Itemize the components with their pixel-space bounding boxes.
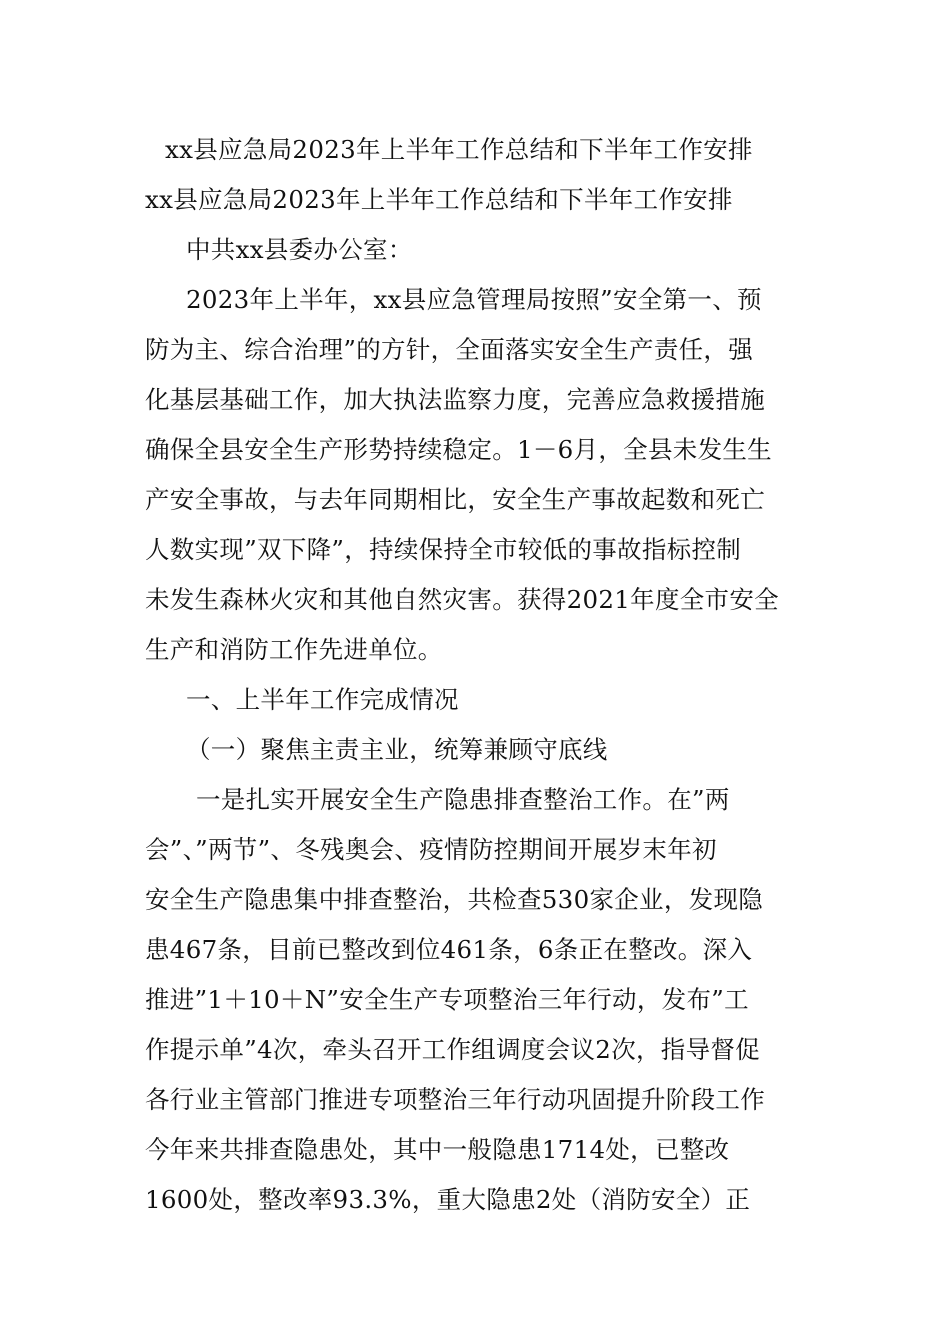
subsection-heading: （一）聚焦主责主业，统筹兼顾守底线 <box>186 735 608 764</box>
section-heading: 一、上半年工作完成情况 <box>186 685 459 714</box>
intro-line: 人数实现”双下降”，持续保持全市较低的事故指标控制 <box>145 535 742 564</box>
document-title-line-1: xx县应急局2023年上半年工作总结和下半年工作安排 <box>165 135 753 164</box>
body-line: 作提示单”4次，牵头召开工作组调度会议2次，指导督促 <box>145 1035 760 1064</box>
body-line: 今年来共排查隐患处，其中一般隐患1714处，已整改 <box>145 1135 730 1164</box>
intro-line: 确保全县安全生产形势持续稳定。1－6月，全县未发生生 <box>145 435 772 464</box>
intro-line: 2023年上半年，xx县应急管理局按照”安全第一、预 <box>186 285 762 314</box>
body-line: 安全生产隐患集中排查整治，共检查530家企业，发现隐 <box>145 885 764 914</box>
body-line: 1600处，整改率93.3%，重大隐患2处（消防安全）正 <box>145 1185 751 1214</box>
body-line: 患467条，目前已整改到位461条，6条正在整改。深入 <box>145 935 753 964</box>
intro-line: 化基层基础工作，加大执法监察力度，完善应急救援措施 <box>145 385 765 414</box>
intro-line: 未发生森林火灾和其他自然灾害。获得2021年度全市安全 <box>145 585 779 614</box>
document-title-line-2: xx县应急局2023年上半年工作总结和下半年工作安排 <box>145 185 733 214</box>
intro-line: 防为主、综合治理”的方针，全面落实安全生产责任，强 <box>145 335 754 364</box>
body-line: 一是扎实开展安全生产隐患排查整治工作。在”两 <box>196 785 730 814</box>
recipient-line: 中共xx县委办公室： <box>186 235 413 264</box>
body-line: 会”、”两节”、冬残奥会、疫情防控期间开展岁末年初 <box>145 835 717 864</box>
body-line: 各行业主管部门推进专项整治三年行动巩固提升阶段工作 <box>145 1085 765 1114</box>
body-line: 推进”1＋10＋N”安全生产专项整治三年行动，发布”工 <box>145 985 749 1014</box>
intro-line: 产安全事故，与去年同期相比，安全生产事故起数和死亡 <box>145 485 765 514</box>
intro-line: 生产和消防工作先进单位。 <box>145 635 443 664</box>
